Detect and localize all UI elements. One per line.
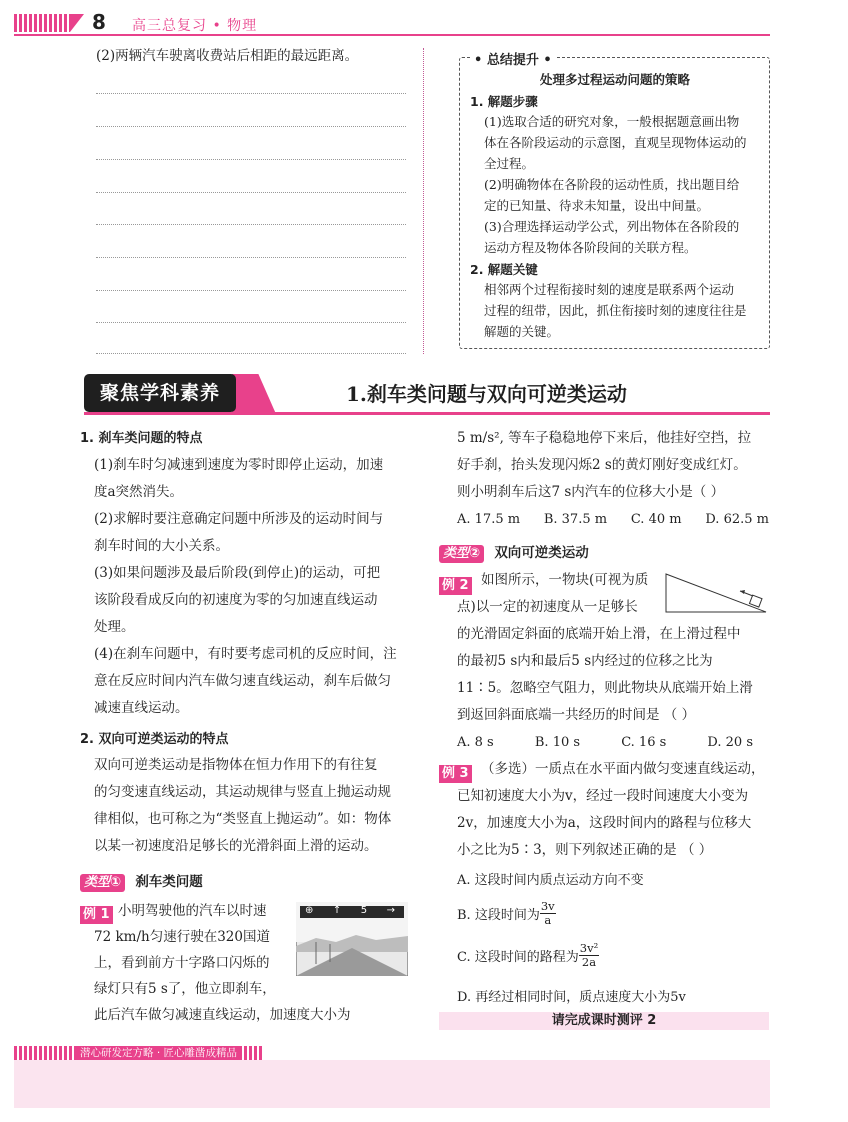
fraction-denominator: a bbox=[544, 913, 552, 927]
incline-diagram bbox=[660, 570, 770, 616]
type-2-title: 双向可逆类运动 bbox=[494, 545, 589, 561]
header-title: 高三总复习 • 物理 bbox=[132, 18, 258, 34]
fraction-numerator: 3v bbox=[540, 899, 555, 913]
banner-label: 聚焦学科素养 bbox=[84, 374, 236, 412]
answer-line[interactable] bbox=[96, 257, 406, 258]
answer-line[interactable] bbox=[96, 126, 406, 127]
fraction bbox=[540, 900, 556, 927]
sign-arrows bbox=[305, 905, 395, 916]
summary-tag-text: 总结提升 bbox=[486, 53, 539, 68]
page-number: 8 bbox=[92, 10, 106, 34]
answer-line[interactable] bbox=[96, 353, 406, 354]
option-d[interactable]: D. 20 s bbox=[707, 735, 753, 750]
example-3-text bbox=[457, 756, 765, 864]
text-line: (1)刹车时匀减速到速度为零时即停止运动，加速 bbox=[94, 457, 384, 473]
option-c-text: C. 这段时间的路程为 bbox=[457, 950, 579, 965]
text-line: 双向可逆类运动是指物体在恒力作用下的有往复 bbox=[94, 757, 378, 773]
sign-up-arrow-icon: ↑ bbox=[332, 905, 342, 916]
summary-key bbox=[484, 279, 747, 342]
sign-left-arrow-icon: ⊕ bbox=[305, 905, 314, 916]
section-title: 1.刹车类问题与双向可逆类运动 bbox=[346, 382, 627, 406]
text-line: 运动方程及物体各阶段间的关联方程。 bbox=[484, 240, 697, 255]
summary-step-1 bbox=[484, 111, 747, 258]
footer-slogan: 潜心研发定方略 · 匠心雕凿成精品 bbox=[76, 1046, 241, 1060]
text-line: 解题的关键。 bbox=[484, 324, 560, 339]
text-line: 好手刹，抬头发现闪烁2 s的黄灯刚好变成红灯。 bbox=[457, 457, 747, 473]
summary-title: 处理多过程运动问题的策略 bbox=[539, 72, 690, 87]
type-1-title: 刹车类问题 bbox=[135, 874, 203, 890]
example-3-option-b[interactable] bbox=[457, 900, 556, 927]
text-line: 减速直线运动。 bbox=[94, 700, 189, 716]
option-a[interactable]: A. 17.5 m bbox=[457, 512, 521, 527]
text-line: 绿灯只有5 s了，他立即刹车， bbox=[94, 981, 276, 997]
text-line: 11∶5。忽略空气阻力，则此物块从底端开始上滑 bbox=[457, 680, 753, 696]
example-1-options bbox=[457, 512, 769, 527]
answer-line[interactable] bbox=[96, 290, 406, 291]
left-list-2 bbox=[94, 752, 410, 860]
text-line: （多选）一质点在水平面内做匀变速直线运动， bbox=[481, 761, 765, 777]
text-line: 该阶段看成反向的初速度为零的匀加速直线运动 bbox=[94, 592, 378, 608]
banner-rule bbox=[84, 412, 770, 415]
text-line: 则小明刹车后这7 s内汽车的位移大小是（ ） bbox=[457, 484, 725, 500]
answer-line[interactable] bbox=[96, 159, 406, 160]
text-line: 的光滑固定斜面的底端开始上滑，在上滑过程中 bbox=[457, 626, 741, 642]
text-line: 律相似，也可称之为“类竖直上抛运动”。如：物体 bbox=[94, 811, 392, 827]
sign-right-arrow-icon: → bbox=[386, 905, 395, 916]
text-line: 如图所示，一物块(可视为质 bbox=[481, 572, 649, 588]
question-2: (2)两辆汽车驶离收费站后相距的最远距离。 bbox=[96, 48, 359, 64]
assessment-prompt: 请完成课时测评 2 bbox=[439, 1012, 769, 1030]
example-3-option-c[interactable] bbox=[457, 942, 599, 969]
type-1-badge: 类型① bbox=[80, 874, 125, 892]
text-line: 处理。 bbox=[94, 619, 135, 635]
summary-heading-2: 2. 解题关键 bbox=[470, 262, 538, 277]
example-3-badge: 例 3 bbox=[439, 765, 472, 783]
option-b[interactable]: B. 37.5 m bbox=[543, 512, 608, 527]
text-line: 到返回斜面底端一共经历的时间是 （ ） bbox=[457, 707, 696, 723]
text-line: 5 m/s², 等车子稳稳地停下来后，他挂好空挡，拉 bbox=[457, 430, 752, 446]
example-1-continued bbox=[457, 425, 751, 506]
text-line: (2)求解时要注意确定问题中所涉及的运动时间与 bbox=[94, 511, 384, 527]
option-c[interactable]: C. 40 m bbox=[630, 512, 682, 527]
answer-line[interactable] bbox=[96, 192, 406, 193]
header-rule bbox=[14, 34, 770, 36]
text-line: 全过程。 bbox=[484, 156, 535, 171]
header-decor-triangle bbox=[70, 14, 84, 32]
answer-line[interactable] bbox=[96, 322, 406, 323]
text-line: 上，看到前方十字路口闪烁的 bbox=[94, 955, 270, 971]
option-a[interactable]: A. 8 s bbox=[457, 735, 494, 750]
example-3-option-d[interactable]: D. 再经过相同时间，质点速度大小为5v bbox=[457, 990, 686, 1005]
text-line: 小之比为5∶3，则下列叙述正确的是 （ ） bbox=[457, 842, 713, 858]
type-1-header bbox=[80, 870, 203, 892]
answer-line[interactable] bbox=[96, 93, 406, 94]
example-2-badge: 例 2 bbox=[439, 577, 472, 595]
text-line: (1)选取合适的研究对象，一般根据题意画出物 bbox=[484, 114, 740, 129]
text-line: 刹车时间的大小关系。 bbox=[94, 538, 229, 554]
option-d[interactable]: D. 62.5 m bbox=[705, 512, 769, 527]
left-list-1 bbox=[94, 452, 410, 722]
example-2-options bbox=[457, 735, 769, 750]
text-line: 的最初5 s内和最后5 s内经过的位移之比为 bbox=[457, 653, 713, 669]
text-line: 定的已知量、待求未知量，设出中间量。 bbox=[484, 198, 710, 213]
summary-tag: • 总结提升 • bbox=[470, 49, 556, 68]
option-b[interactable]: B. 10 s bbox=[534, 735, 581, 750]
text-line: 体在各阶段运动的示意图，直观呈现物体运动的 bbox=[484, 135, 747, 150]
fraction bbox=[579, 942, 599, 969]
option-c[interactable]: C. 16 s bbox=[621, 735, 667, 750]
text-line: 以某一初速度沿足够长的光滑斜面上滑的运动。 bbox=[94, 838, 378, 854]
option-b-text: B. 这段时间为 bbox=[457, 908, 540, 923]
example-3-option-a[interactable]: A. 这段时间内质点运动方向不变 bbox=[457, 873, 644, 888]
fraction-numerator: 3v² bbox=[579, 941, 599, 955]
footer-band bbox=[14, 1060, 770, 1108]
example-1-badge: 例 1 bbox=[80, 906, 113, 924]
sign-number: 5 bbox=[360, 905, 368, 916]
text-line: 点)以一定的初速度从一足够长 bbox=[457, 599, 638, 615]
fraction-denominator: 2a bbox=[581, 955, 597, 969]
text-line: (3)合理选择运动学公式，列出物体在各阶段的 bbox=[484, 219, 740, 234]
banner-wedge bbox=[232, 374, 276, 414]
text-line: 的匀变速直线运动，其运动规律与竖直上抛运动规 bbox=[94, 784, 391, 800]
text-line: 2v，加速度大小为a，这段时间内的路程与位移大 bbox=[457, 815, 752, 831]
type-2-badge: 类型② bbox=[439, 545, 484, 563]
summary-heading-1: 1. 解题步骤 bbox=[470, 94, 538, 109]
text-line: (3)如果问题涉及最后阶段(到停止)的运动，可把 bbox=[94, 565, 381, 581]
column-divider bbox=[423, 48, 424, 354]
text-line: 意在反应时间内汽车做匀速直线运动，刹车后做匀 bbox=[94, 673, 391, 689]
text-line: 此后汽车做匀减速直线运动，加速度大小为 bbox=[94, 1007, 351, 1023]
text-line: 72 km/h匀速行驶在320国道 bbox=[94, 929, 270, 945]
header-decor-bar bbox=[14, 14, 70, 32]
left-heading-1: 1. 刹车类问题的特点 bbox=[80, 431, 203, 446]
text-line: (4)在刹车问题中，有时要考虑司机的反应时间，注 bbox=[94, 646, 397, 662]
answer-line[interactable] bbox=[96, 224, 406, 225]
text-line: (2)明确物体在各阶段的运动性质，找出题目给 bbox=[484, 177, 740, 192]
left-heading-2: 2. 双向可逆类运动的特点 bbox=[80, 732, 229, 747]
text-line: 相邻两个过程衔接时刻的速度是联系两个运动 bbox=[484, 282, 735, 297]
text-line: 过程的纽带，因此，抓住衔接时刻的速度往往是 bbox=[484, 303, 747, 318]
text-line: 度a突然消失。 bbox=[94, 484, 184, 500]
text-line: 已知初速度大小为v，经过一段时间速度大小变为 bbox=[457, 788, 749, 804]
type-2-header bbox=[439, 541, 589, 563]
text-line: 小明驾驶他的汽车以时速 bbox=[118, 903, 267, 919]
